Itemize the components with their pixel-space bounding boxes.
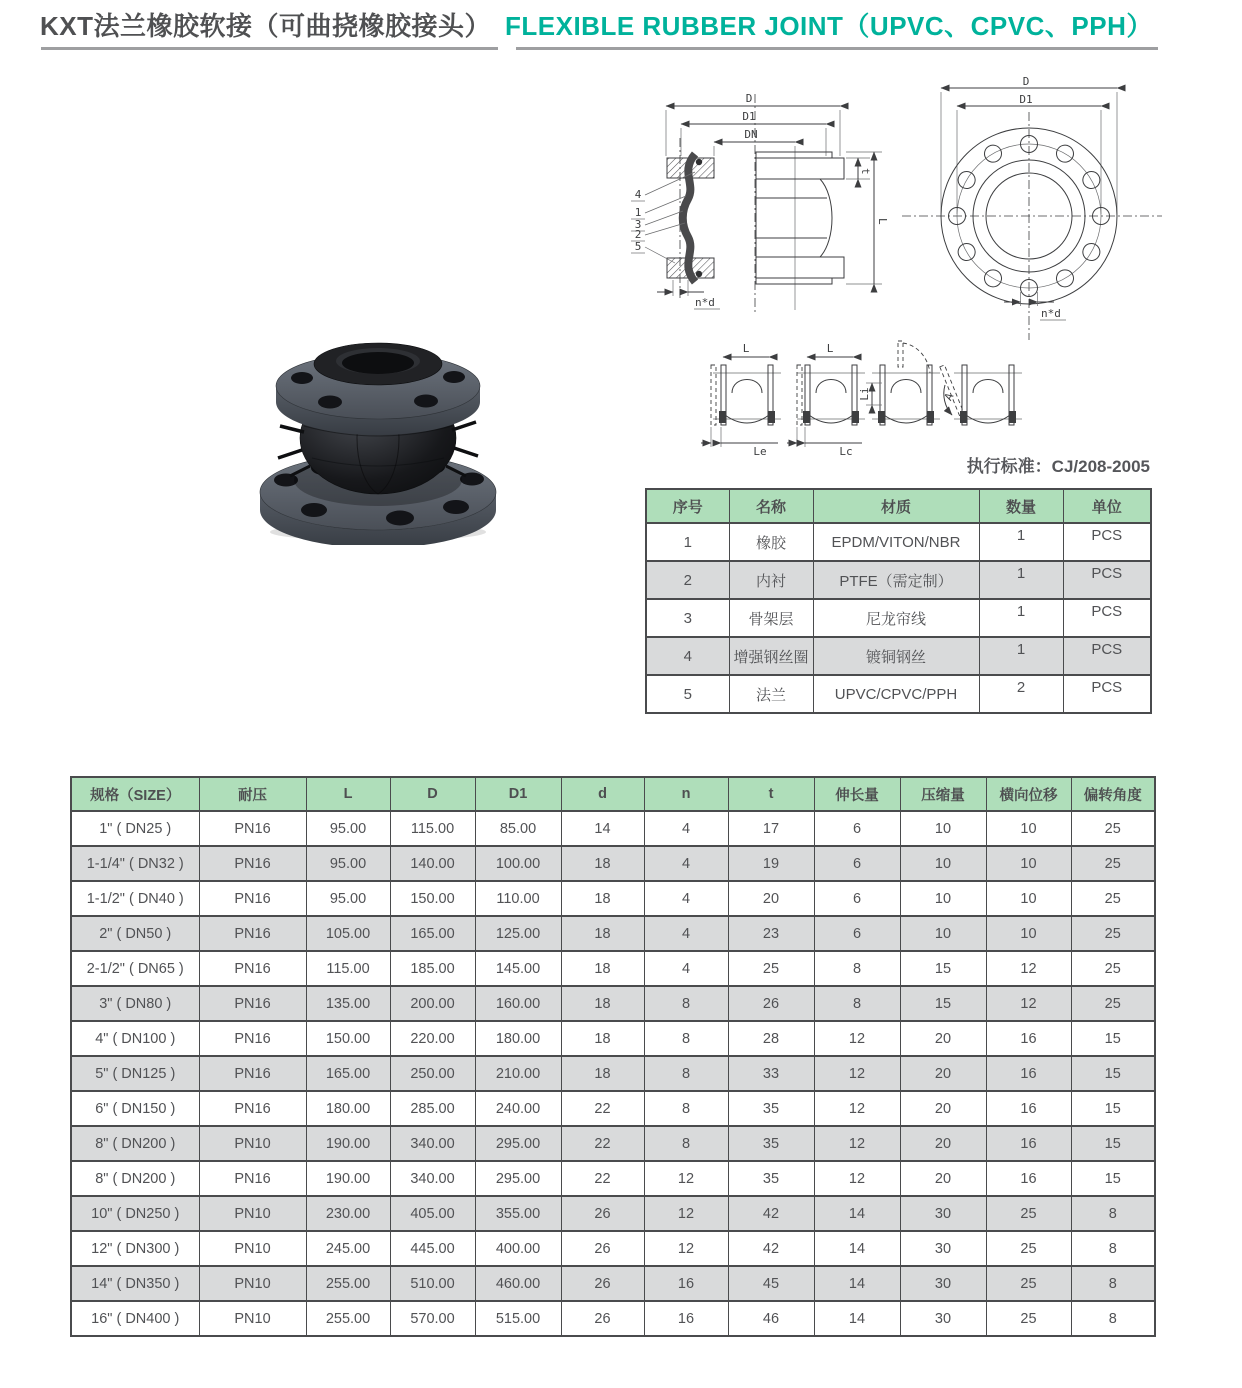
table-cell: 1 (979, 561, 1063, 599)
table-cell: 8 (814, 951, 900, 986)
table-cell: 10" ( DN250 ) (71, 1196, 199, 1231)
motion-fig-angular (940, 365, 1022, 425)
column-header: 数量 (979, 489, 1063, 523)
column-header: 偏转角度 (1071, 777, 1155, 811)
table-cell: PN16 (199, 811, 306, 846)
table-cell: 15 (1071, 1126, 1155, 1161)
table-cell: PN10 (199, 1126, 306, 1161)
table-cell: 220.00 (390, 1021, 475, 1056)
table-cell: 5 (646, 675, 729, 713)
table-cell: 2 (979, 675, 1063, 713)
parts-table-section (645, 488, 1152, 714)
table-cell: 115.00 (390, 811, 475, 846)
table-cell: 16 (986, 1021, 1071, 1056)
part-callout-3: 3 (634, 218, 642, 231)
table-cell: 25 (1071, 846, 1155, 881)
table-cell: 5" ( DN125 ) (71, 1056, 199, 1091)
table-cell: 14 (814, 1196, 900, 1231)
motion-figures-drawing (690, 335, 1035, 460)
table-cell: PCS (1063, 599, 1151, 637)
dim-label-Li: Li (858, 387, 871, 401)
table-cell: 85.00 (475, 811, 561, 846)
table-cell: 2" ( DN50 ) (71, 916, 199, 951)
table-cell: 8 (644, 1056, 728, 1091)
table-cell: 8 (1071, 1231, 1155, 1266)
table-cell: 26 (561, 1196, 644, 1231)
table-cell: 18 (561, 986, 644, 1021)
table-cell: 8 (644, 1126, 728, 1161)
column-header: 单位 (1063, 489, 1151, 523)
table-cell: 4 (644, 916, 728, 951)
table-cell: 285.00 (390, 1091, 475, 1126)
table-cell: 6 (814, 881, 900, 916)
table-cell: 26 (561, 1231, 644, 1266)
table-cell: 12 (814, 1021, 900, 1056)
table-cell: 400.00 (475, 1231, 561, 1266)
table-row (71, 1301, 1155, 1336)
dim-label-nd: n*d (1041, 307, 1061, 320)
table-cell: 240.00 (475, 1091, 561, 1126)
table-cell: 20 (900, 1126, 986, 1161)
column-header: 压缩量 (900, 777, 986, 811)
table-cell: 8" ( DN200 ) (71, 1161, 199, 1196)
table-cell: 8" ( DN200 ) (71, 1126, 199, 1161)
table-row (71, 1056, 1155, 1091)
table-cell: 22 (561, 1126, 644, 1161)
table-cell: PN10 (199, 1266, 306, 1301)
table-cell: 内衬 (729, 561, 813, 599)
table-cell: 16 (986, 1056, 1071, 1091)
spec-table (70, 776, 1156, 1337)
table-row (71, 1231, 1155, 1266)
dim-label-nd: n*d (695, 296, 715, 309)
table-cell: 16 (644, 1266, 728, 1301)
table-cell: 2-1/2" ( DN65 ) (71, 951, 199, 986)
standard-note: 执行标准：CJ/208-2005 (966, 457, 1150, 476)
table-cell: 35 (728, 1091, 814, 1126)
table-cell: 46 (728, 1301, 814, 1336)
table-cell: 165.00 (306, 1056, 390, 1091)
column-header: 序号 (646, 489, 729, 523)
table-cell: 2 (646, 561, 729, 599)
table-row (646, 675, 1151, 713)
table-cell: 1-1/4" ( DN32 ) (71, 846, 199, 881)
table-cell: PN10 (199, 1196, 306, 1231)
spec-table-body (71, 811, 1155, 1336)
table-cell: 14" ( DN350 ) (71, 1266, 199, 1301)
motion-fig-elongation (701, 342, 781, 458)
dim-label-D1: D1 (1019, 93, 1033, 106)
table-cell: 25 (1071, 951, 1155, 986)
table-cell: 210.00 (475, 1056, 561, 1091)
table-cell: PN16 (199, 986, 306, 1021)
column-header: 名称 (729, 489, 813, 523)
table-cell: PN16 (199, 951, 306, 986)
table-cell: 22 (561, 1091, 644, 1126)
dim-label-L: L (876, 218, 889, 225)
table-cell: 33 (728, 1056, 814, 1091)
part-callout-5: 5 (634, 240, 642, 253)
table-cell: 23 (728, 916, 814, 951)
table-cell: PCS (1063, 561, 1151, 599)
table-cell: 14 (814, 1231, 900, 1266)
table-cell: 22 (561, 1161, 644, 1196)
table-cell: 105.00 (306, 916, 390, 951)
table-cell: 25 (986, 1266, 1071, 1301)
table-cell: 橡胶 (729, 523, 813, 561)
table-cell: 25 (1071, 986, 1155, 1021)
table-cell: 18 (561, 1021, 644, 1056)
table-cell: 135.00 (306, 986, 390, 1021)
motion-fig-lateral (858, 341, 940, 425)
table-cell: 4 (644, 951, 728, 986)
table-cell: PN16 (199, 1091, 306, 1126)
table-cell: 140.00 (390, 846, 475, 881)
table-cell: 30 (900, 1266, 986, 1301)
page-title (40, 6, 1153, 43)
column-header: 横向位移 (986, 777, 1071, 811)
table-cell: 25 (1071, 881, 1155, 916)
table-cell: 1 (979, 637, 1063, 675)
table-cell: 4 (644, 846, 728, 881)
table-cell: 19 (728, 846, 814, 881)
table-cell: 20 (900, 1161, 986, 1196)
part-callout-4: 4 (634, 188, 642, 201)
table-row (71, 1091, 1155, 1126)
table-cell: 尼龙帘线 (813, 599, 979, 637)
table-cell: 30 (900, 1231, 986, 1266)
column-header: 材质 (813, 489, 979, 523)
table-cell: 340.00 (390, 1161, 475, 1196)
title-chinese: KXT法兰橡胶软接（可曲挠橡胶接头） (40, 11, 492, 41)
table-cell: 6 (814, 916, 900, 951)
table-cell: 6" ( DN150 ) (71, 1091, 199, 1126)
table-cell: 20 (728, 881, 814, 916)
table-cell: 6 (814, 811, 900, 846)
table-cell: 骨架层 (729, 599, 813, 637)
table-cell: 6 (814, 846, 900, 881)
table-cell: PCS (1063, 523, 1151, 561)
column-header: 规格（SIZE） (71, 777, 199, 811)
table-cell: 15 (1071, 1021, 1155, 1056)
table-cell: 法兰 (729, 675, 813, 713)
table-cell: 1 (646, 523, 729, 561)
table-cell: 4" ( DN100 ) (71, 1021, 199, 1056)
column-header: d (561, 777, 644, 811)
table-cell: 10 (900, 881, 986, 916)
table-cell: 35 (728, 1161, 814, 1196)
table-cell: 12 (644, 1231, 728, 1266)
table-cell: PN16 (199, 846, 306, 881)
table-cell: PN16 (199, 881, 306, 916)
parts-table-header (646, 489, 1151, 523)
table-cell: 570.00 (390, 1301, 475, 1336)
column-header: n (644, 777, 728, 811)
table-cell: 12 (986, 951, 1071, 986)
dim-label-Lc: Lc (839, 445, 853, 458)
table-row (71, 1021, 1155, 1056)
table-cell: 3" ( DN80 ) (71, 986, 199, 1021)
table-cell: 16 (986, 1091, 1071, 1126)
table-cell: 26 (561, 1266, 644, 1301)
table-cell: 10 (986, 881, 1071, 916)
table-cell: UPVC/CPVC/PPH (813, 675, 979, 713)
table-cell: 10 (900, 846, 986, 881)
table-cell: 150.00 (390, 881, 475, 916)
table-cell: 8 (1071, 1196, 1155, 1231)
table-cell: 26 (561, 1301, 644, 1336)
table-cell: PN16 (199, 1161, 306, 1196)
motion-fig-compression (787, 342, 865, 458)
table-row (646, 599, 1151, 637)
table-cell: 8 (644, 1091, 728, 1126)
dim-label-D1: D1 (742, 110, 756, 123)
table-cell: 145.00 (475, 951, 561, 986)
table-row (646, 523, 1151, 561)
table-cell: 17 (728, 811, 814, 846)
table-cell: 95.00 (306, 846, 390, 881)
table-row (71, 986, 1155, 1021)
table-cell: PN16 (199, 1056, 306, 1091)
table-cell: 15 (1071, 1091, 1155, 1126)
table-cell: 16 (986, 1161, 1071, 1196)
table-cell: 515.00 (475, 1301, 561, 1336)
table-cell: 25 (986, 1196, 1071, 1231)
table-cell: PN16 (199, 916, 306, 951)
table-cell: 10 (986, 811, 1071, 846)
dim-label-D: D (745, 92, 753, 105)
cross-section-drawing (598, 80, 918, 320)
table-cell: 1 (979, 523, 1063, 561)
table-cell: 295.00 (475, 1161, 561, 1196)
dim-label-D: D (1022, 76, 1030, 88)
table-cell: 12 (814, 1126, 900, 1161)
table-cell: 255.00 (306, 1266, 390, 1301)
flange-front-view-drawing (900, 76, 1180, 346)
table-cell: 45 (728, 1266, 814, 1301)
table-cell: 16 (644, 1301, 728, 1336)
spec-table-header (71, 777, 1155, 811)
table-cell: 15 (1071, 1056, 1155, 1091)
table-cell: PCS (1063, 675, 1151, 713)
table-cell: 250.00 (390, 1056, 475, 1091)
table-cell: 25 (728, 951, 814, 986)
table-row (71, 1161, 1155, 1196)
table-cell: 10 (986, 916, 1071, 951)
table-cell: 8 (644, 1021, 728, 1056)
table-cell: 8 (814, 986, 900, 1021)
table-cell: 30 (900, 1196, 986, 1231)
dim-label-t: t (859, 168, 872, 175)
table-row (71, 881, 1155, 916)
table-cell: 18 (561, 916, 644, 951)
table-cell: 185.00 (390, 951, 475, 986)
table-cell: 150.00 (306, 1021, 390, 1056)
table-cell: 190.00 (306, 1161, 390, 1196)
table-cell: PN10 (199, 1301, 306, 1336)
table-cell: 180.00 (306, 1091, 390, 1126)
table-row (646, 637, 1151, 675)
spec-table-section (70, 776, 1156, 1337)
table-cell: 295.00 (475, 1126, 561, 1161)
table-cell: 160.00 (475, 986, 561, 1021)
dim-label-DN: DN (744, 128, 758, 141)
table-cell: 10 (900, 916, 986, 951)
table-cell: 25 (986, 1301, 1071, 1336)
part-callout-2: 2 (634, 228, 642, 241)
column-header: L (306, 777, 390, 811)
table-cell: 12 (814, 1056, 900, 1091)
table-cell: 12 (986, 986, 1071, 1021)
table-cell: 35 (728, 1126, 814, 1161)
dim-label-L: L (742, 342, 750, 355)
table-row (71, 1266, 1155, 1301)
dim-label-Le: Le (753, 445, 767, 458)
table-cell: 165.00 (390, 916, 475, 951)
table-cell: 95.00 (306, 811, 390, 846)
table-cell: 25 (1071, 811, 1155, 846)
title-english: FLEXIBLE RUBBER JOINT（UPVC、CPVC、PPH） (505, 11, 1153, 41)
table-cell: 18 (561, 1056, 644, 1091)
table-cell: 1-1/2" ( DN40 ) (71, 881, 199, 916)
table-cell: 12 (814, 1161, 900, 1196)
table-cell: 20 (900, 1091, 986, 1126)
table-cell: 20 (900, 1056, 986, 1091)
table-cell: 340.00 (390, 1126, 475, 1161)
table-cell: 200.00 (390, 986, 475, 1021)
table-cell: 增强钢丝圈 (729, 637, 813, 675)
table-cell: 1 (979, 599, 1063, 637)
table-cell: 42 (728, 1196, 814, 1231)
column-header: t (728, 777, 814, 811)
table-cell: PN10 (199, 1231, 306, 1266)
table-cell: 20 (900, 1021, 986, 1056)
table-cell: 28 (728, 1021, 814, 1056)
table-cell: 190.00 (306, 1126, 390, 1161)
table-cell: 95.00 (306, 881, 390, 916)
table-cell: 125.00 (475, 916, 561, 951)
table-cell: 12" ( DN300 ) (71, 1231, 199, 1266)
part-callout-1: 1 (634, 206, 642, 219)
table-cell: 510.00 (390, 1266, 475, 1301)
title-underline-right (516, 47, 1158, 50)
column-header: D (390, 777, 475, 811)
table-cell: 14 (561, 811, 644, 846)
column-header: 伸长量 (814, 777, 900, 811)
table-cell: 100.00 (475, 846, 561, 881)
table-cell: 15 (1071, 1161, 1155, 1196)
table-row (71, 846, 1155, 881)
table-cell: PN16 (199, 1021, 306, 1056)
table-cell: 14 (814, 1301, 900, 1336)
table-cell: 18 (561, 846, 644, 881)
table-cell: 镀铜钢丝 (813, 637, 979, 675)
table-cell: 8 (1071, 1301, 1155, 1336)
table-cell: 245.00 (306, 1231, 390, 1266)
table-cell: 12 (644, 1161, 728, 1196)
table-cell: 3 (646, 599, 729, 637)
table-cell: 16" ( DN400 ) (71, 1301, 199, 1336)
column-header: 耐压 (199, 777, 306, 811)
table-cell: 4 (646, 637, 729, 675)
table-row (71, 951, 1155, 986)
table-cell: 10 (900, 811, 986, 846)
table-cell: PTFE（需定制） (813, 561, 979, 599)
table-cell: 18 (561, 951, 644, 986)
table-cell: 10 (986, 846, 1071, 881)
table-row (646, 561, 1151, 599)
table-cell: 18 (561, 881, 644, 916)
table-cell: 4 (644, 811, 728, 846)
table-cell: 1" ( DN25 ) (71, 811, 199, 846)
table-cell: 26 (728, 986, 814, 1021)
table-cell: 8 (1071, 1266, 1155, 1301)
table-cell: 12 (814, 1091, 900, 1126)
table-row (71, 811, 1155, 846)
table-cell: 4 (644, 881, 728, 916)
title-underline-left (41, 47, 498, 50)
table-cell: 460.00 (475, 1266, 561, 1301)
product-photo (250, 330, 505, 545)
column-header: D1 (475, 777, 561, 811)
dim-label-A: A (941, 390, 957, 403)
table-cell: 25 (1071, 916, 1155, 951)
table-cell: 8 (644, 986, 728, 1021)
table-cell: 14 (814, 1266, 900, 1301)
table-row (71, 1196, 1155, 1231)
table-cell: 110.00 (475, 881, 561, 916)
table-cell: 255.00 (306, 1301, 390, 1336)
table-row (71, 1126, 1155, 1161)
table-cell: 445.00 (390, 1231, 475, 1266)
table-cell: 115.00 (306, 951, 390, 986)
table-row (71, 916, 1155, 951)
table-cell: 25 (986, 1231, 1071, 1266)
table-cell: 15 (900, 951, 986, 986)
table-cell: 42 (728, 1231, 814, 1266)
parts-table-body (646, 523, 1151, 713)
parts-table (645, 488, 1152, 714)
table-cell: 12 (644, 1196, 728, 1231)
table-cell: 230.00 (306, 1196, 390, 1231)
table-cell: PCS (1063, 637, 1151, 675)
table-cell: 405.00 (390, 1196, 475, 1231)
table-cell: 180.00 (475, 1021, 561, 1056)
table-cell: 355.00 (475, 1196, 561, 1231)
table-cell: 15 (900, 986, 986, 1021)
dim-label-L: L (826, 342, 834, 355)
table-cell: EPDM/VITON/NBR (813, 523, 979, 561)
table-cell: 30 (900, 1301, 986, 1336)
table-cell: 16 (986, 1126, 1071, 1161)
